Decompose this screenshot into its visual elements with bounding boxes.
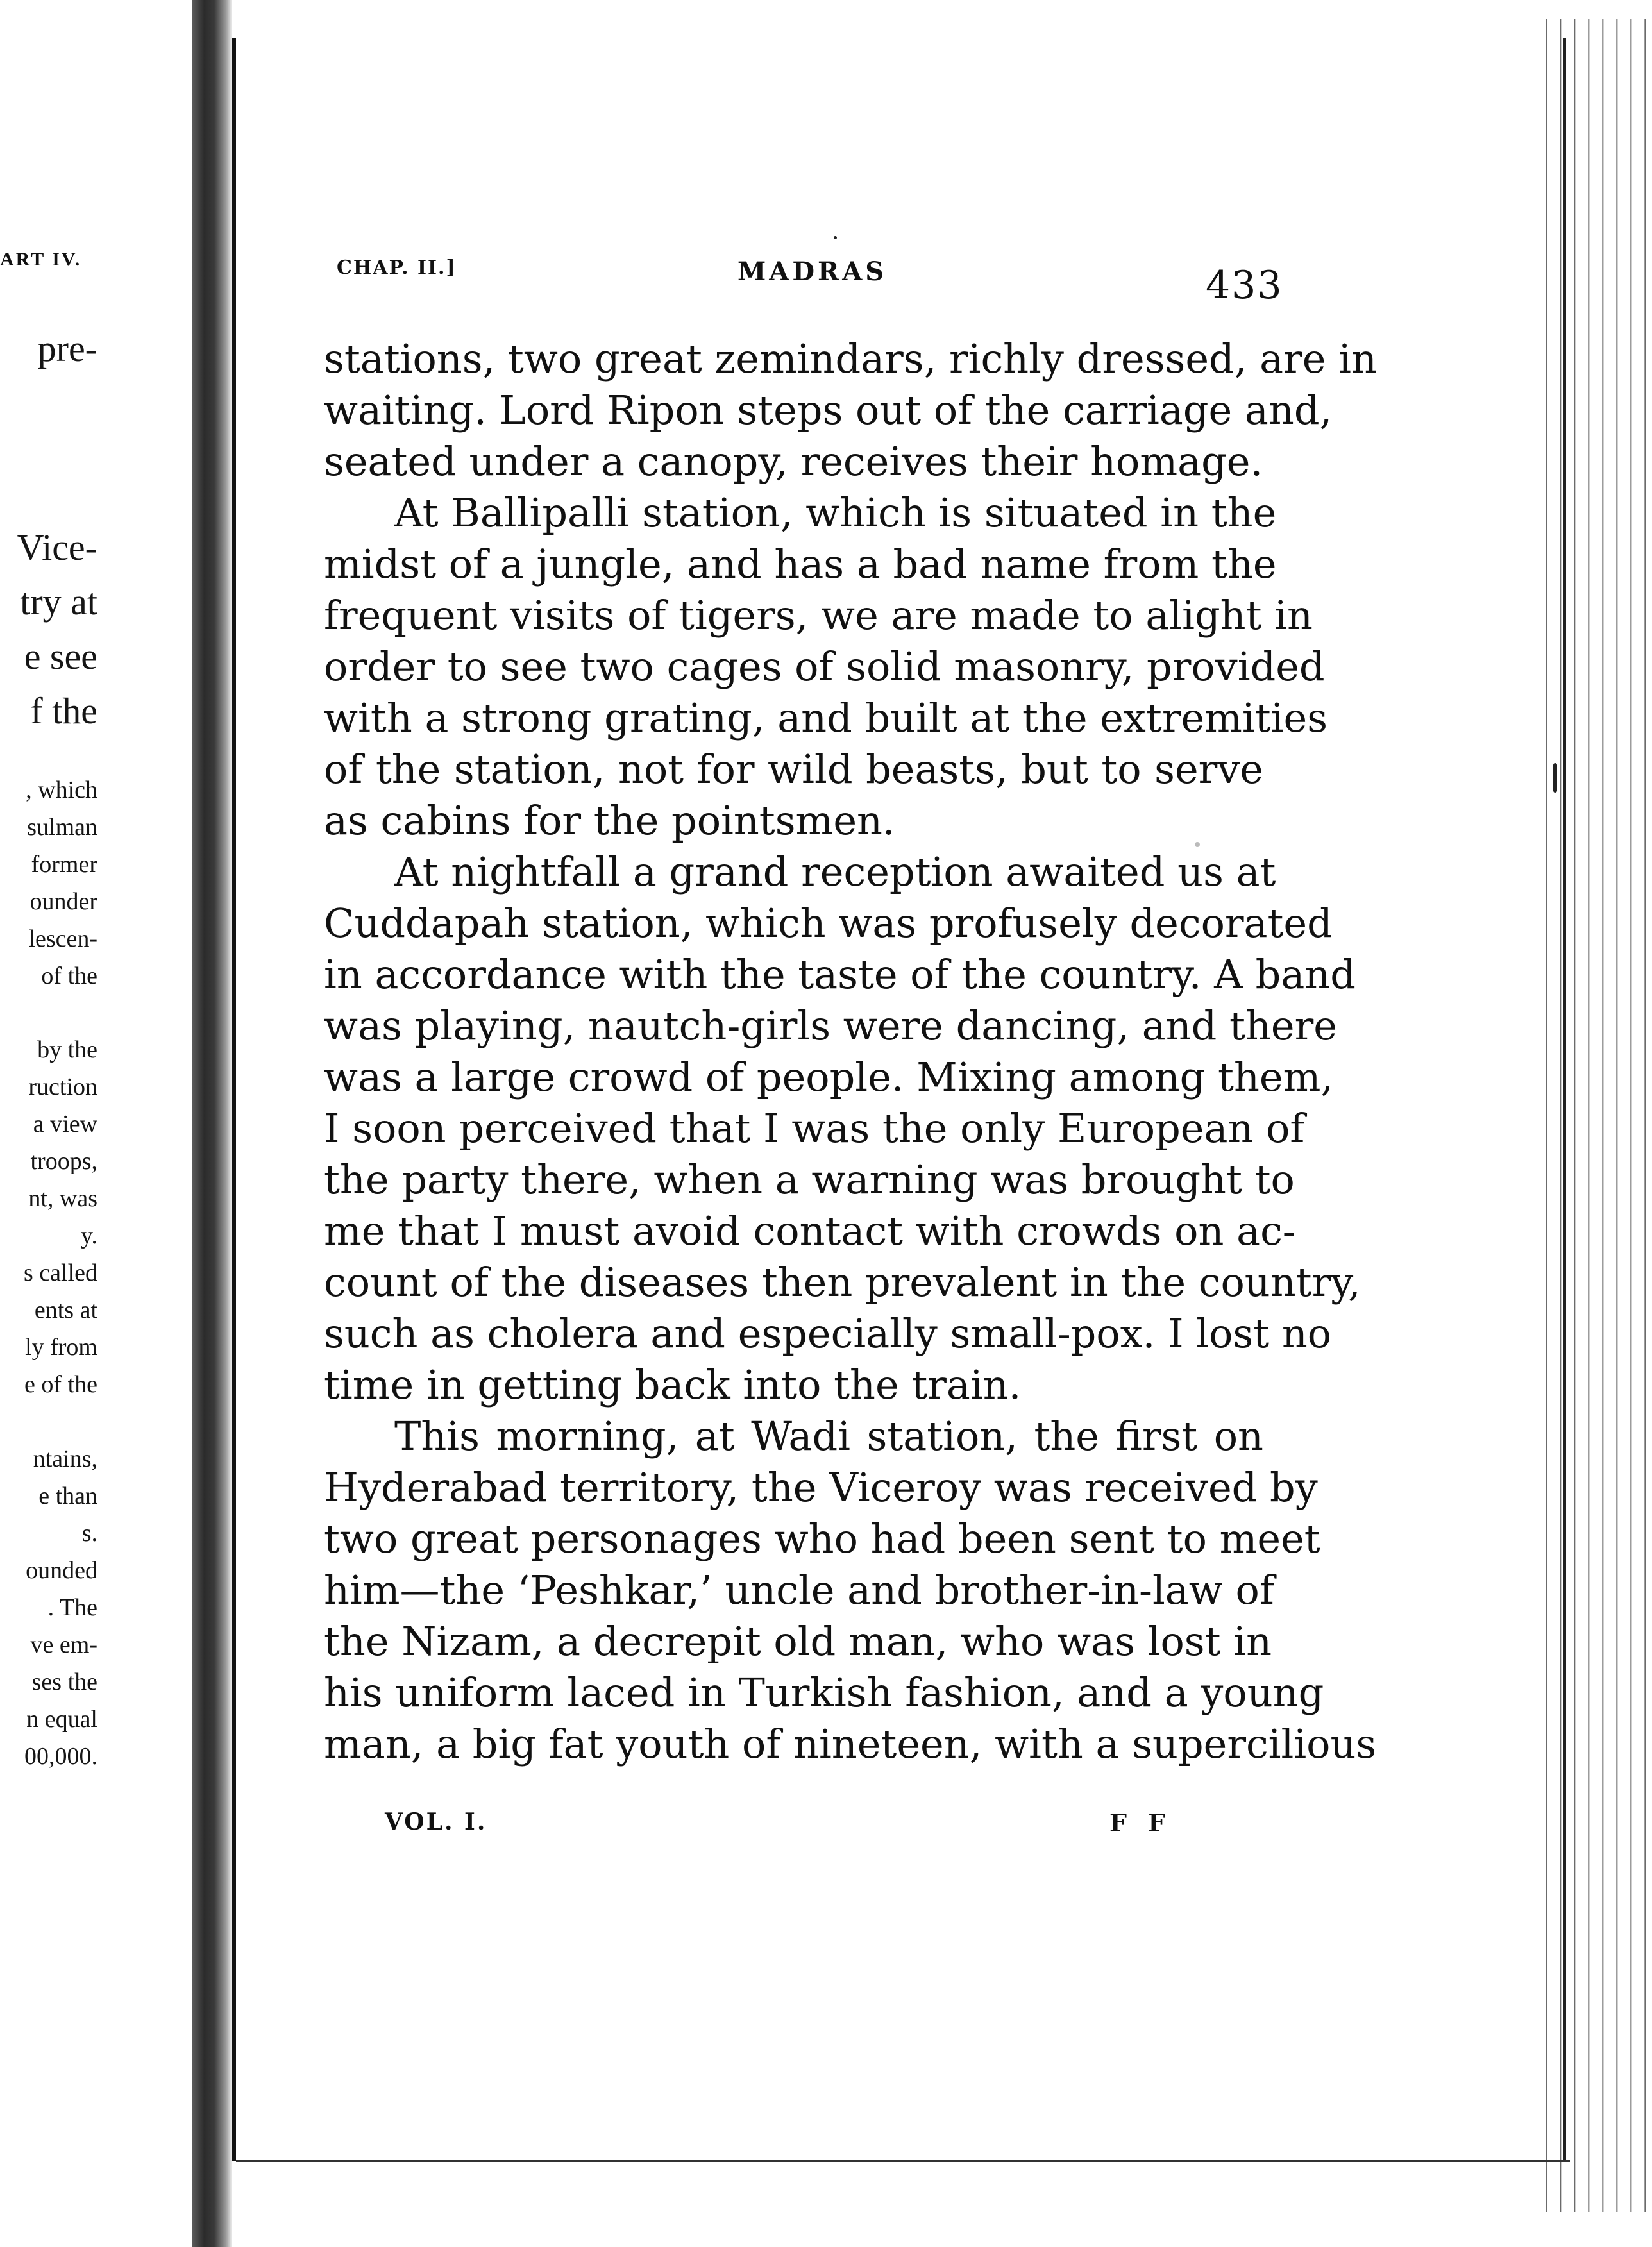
left-note-line: by the [37, 1036, 97, 1063]
text-line: Hyderabad territory, the Viceroy was received by [324, 1464, 1318, 1511]
left-note-line: a view [33, 1111, 97, 1138]
text-line: order to see two cages of solid masonry, provided [324, 643, 1325, 690]
left-text-line: f the [30, 690, 97, 732]
ink-speck [834, 236, 837, 239]
left-text-line: Vice- [17, 526, 97, 568]
left-note-line: ntains, [33, 1445, 97, 1472]
left-note-line: 00,000. [24, 1743, 97, 1770]
text-line: two great personages who had been sent to meet [324, 1515, 1320, 1562]
text-line: time in getting back into the train. [324, 1361, 1022, 1408]
left-text-line: e see [24, 635, 97, 677]
left-note-line: s. [81, 1520, 97, 1547]
chapter-heading: CHAP. II.] [337, 257, 457, 279]
text-line: him—the ‘Peshkar,’ uncle and brother-in-law of [324, 1567, 1274, 1613]
text-line: his uniform laced in Turkish fashion, and a young [324, 1669, 1324, 1716]
left-note-line: former [31, 851, 97, 878]
left-note-line: ly from [25, 1334, 97, 1361]
left-note-line: lescen- [28, 925, 97, 952]
body-text [324, 333, 1377, 1770]
ink-speck [1195, 842, 1200, 847]
text-line: of the station, not for wild beasts, but to serve [324, 746, 1263, 793]
text-line: such as cholera and especially small-pox. I lost no [324, 1310, 1332, 1357]
left-note-line: ve em- [30, 1631, 97, 1658]
text-line: the Nizam, a decrepit old man, who was lost in [324, 1618, 1272, 1665]
left-note-line: of the [41, 963, 97, 989]
text-line: with a strong grating, and built at the extremities [324, 694, 1328, 741]
text-line: midst of a jungle, and has a bad name from the [324, 541, 1277, 587]
text-line: seated under a canopy, receives their homage. [324, 438, 1263, 485]
text-line: was a large crowd of people. Mixing among them, [324, 1054, 1334, 1100]
page-number: 433 [1206, 263, 1283, 308]
left-note-line: ounded [26, 1557, 97, 1584]
left-text-line: try at [20, 581, 97, 623]
text-line: At nightfall a grand reception awaited us at [394, 848, 1276, 895]
left-note-line: e of the [24, 1371, 97, 1398]
text-line: count of the diseases then prevalent in the country, [324, 1259, 1361, 1306]
text-line: waiting. Lord Ripon steps out of the carriage and, [324, 387, 1333, 433]
left-note-line: nt, was [28, 1185, 97, 1212]
left-page-fragment [0, 0, 192, 2247]
text-line: This morning, at Wadi station, the first on [394, 1413, 1263, 1460]
left-note-line: sulman [27, 814, 97, 841]
text-line: me that I must avoid contact with crowds on ac- [324, 1208, 1296, 1254]
volume-label: VOL. I. [385, 1808, 487, 1835]
left-note-line: y. [80, 1222, 97, 1249]
left-note-line: s called [23, 1259, 97, 1286]
left-note-line: n equal [26, 1706, 97, 1733]
signature-mark: F F [1109, 1808, 1172, 1837]
page-stack-edges [1539, 19, 1652, 2212]
left-note-line: ounder [30, 888, 97, 915]
text-line: as cabins for the pointsmen. [324, 797, 895, 844]
text-line: man, a big fat youth of nineteen, with a supercilious [324, 1721, 1377, 1767]
left-running-head: ART IV. [0, 249, 82, 270]
page-right-edge [1564, 38, 1566, 2161]
left-note-line: ents at [34, 1297, 97, 1324]
page-bottom-edge [236, 2160, 1570, 2162]
book-gutter-shadow [192, 0, 232, 2247]
left-text-line: pre- [37, 328, 97, 369]
text-line: At Ballipalli station, which is situated in the [394, 489, 1277, 536]
text-line: stations, two great zemindars, richly dressed, are in [324, 335, 1377, 382]
text-line: frequent visits of tigers, we are made to alight in [324, 592, 1313, 639]
text-line: the party there, when a warning was brought to [324, 1156, 1295, 1203]
left-note-line: e than [38, 1483, 97, 1510]
left-note-line: troops, [30, 1148, 97, 1175]
text-line: Cuddapah station, which was profusely decorated [324, 900, 1333, 947]
page-title: MADRAS [738, 257, 888, 287]
ink-mark [1553, 763, 1557, 793]
left-note-line: ses the [31, 1669, 97, 1696]
left-note-line: . The [47, 1594, 97, 1621]
text-line: I soon perceived that I was the only European of [324, 1105, 1305, 1152]
text-line: was playing, nautch-girls were dancing, and there [324, 1002, 1337, 1049]
left-note-line: ruction [28, 1073, 97, 1100]
left-note-line: , which [26, 777, 97, 804]
text-line: in accordance with the taste of the country. A band [324, 951, 1356, 998]
